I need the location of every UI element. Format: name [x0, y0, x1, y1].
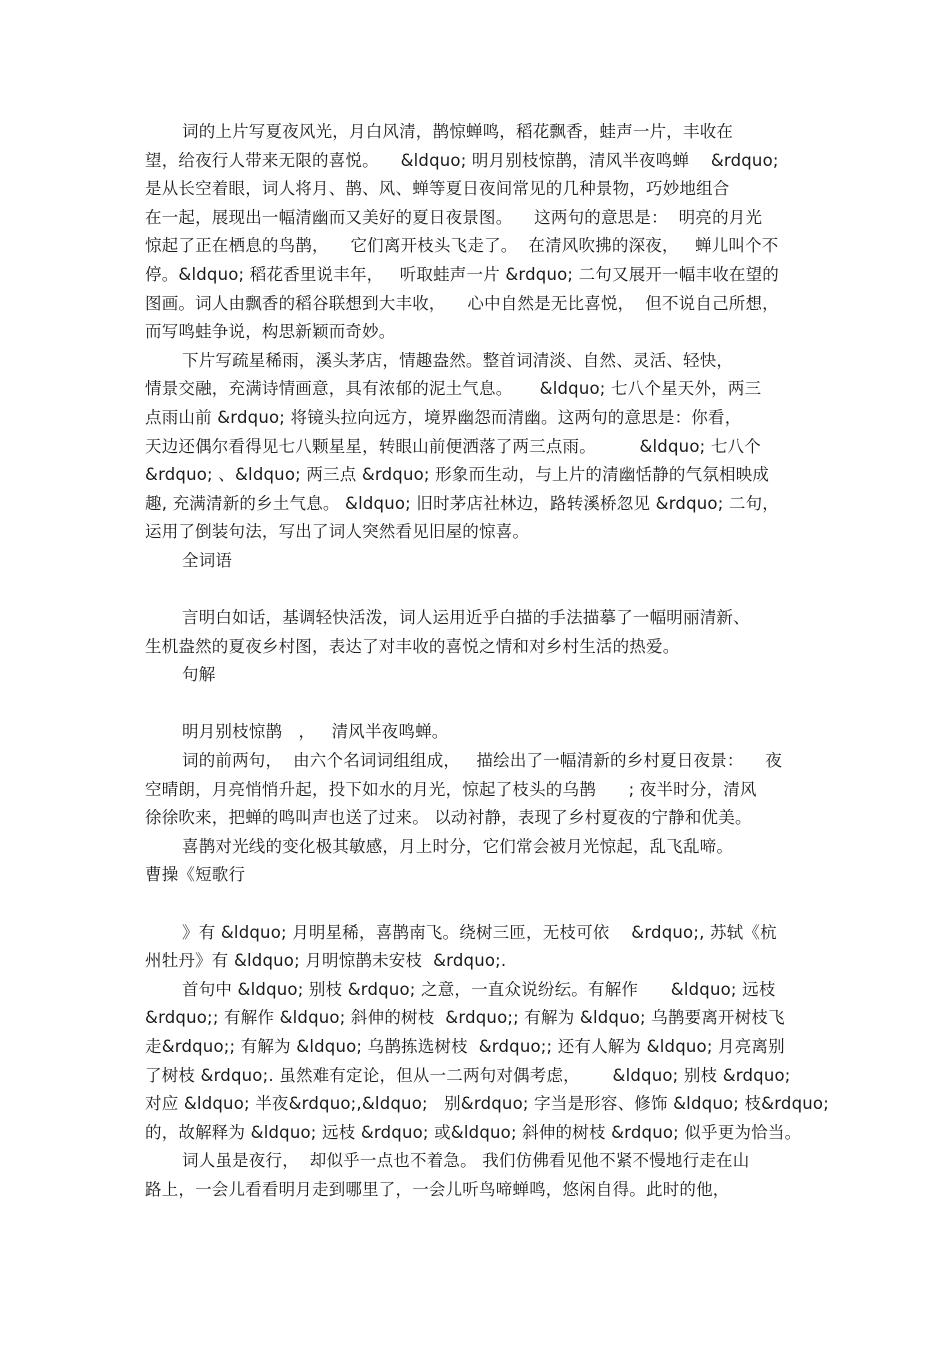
- text-line: 生机盎然的夏夜乡村图，表达了对丰收的喜悦之情和对乡村生活的热爱。: [145, 636, 680, 656]
- poem-line: 明月别枝惊鹊 ， 清风半夜鸣蝉。: [182, 722, 449, 742]
- text-line: 言明白如话，基调轻快活泼，词人运用近乎白描的手法描摹了一幅明丽清新、: [182, 608, 750, 628]
- text-line: 走&rdquo;; 有解为 &ldquo; 乌鹊拣选树枝 &rdquo;; 还有人解为 &ldquo; 月亮离别: [145, 1037, 785, 1056]
- text-line: 在一起，展现出一幅清幽而又美好的夏日夜景图。 这两句的意思是： 明亮的月光: [145, 207, 763, 227]
- text-line: 词人虽是夜行， 却似乎一点也不着急。 我们仿佛看见他不紧不慢地行走在山: [182, 1151, 750, 1171]
- text-line: 天边还偶尔看得见七八颗星星，转眼山前便洒落了两三点雨。 &ldquo; 七八个: [145, 436, 761, 456]
- text-line: &rdquo;; 有解作 &ldquo; 斜伸的树枝 &rdquo;; 有解为 &ldquo; 乌鹊要离开树枝飞: [145, 1008, 785, 1028]
- text-line: 词的前两句， 由六个名词词组组成， 描绘出了一幅清新的乡村夏日夜景： 夜: [182, 751, 783, 771]
- text-line: 而写鸣蛙争说，构思新颖而奇妙。: [145, 322, 396, 342]
- text-line: 路上，一会儿看看明月走到哪里了，一会儿听鸟啼蝉鸣，悠闲自得。此时的他，: [145, 1179, 730, 1199]
- text-line: 情景交融，充满诗情画意，具有浓郁的泥土气息。 &ldquo; 七八个星天外，两三: [145, 379, 762, 399]
- text-line: 了树枝 &rdquo;. 虽然难有定论，但从一二两句对偶考虑， &ldquo; 别枝 &rdquo;: [145, 1065, 791, 1085]
- text-line: 惊起了正在栖息的鸟鹊， 它们离开枝头飞走了。 在清风吹拂的深夜， 蝉儿叫个不: [145, 236, 779, 256]
- text-line: 图画。词人由飘香的稻谷联想到大丰收， 心中自然是无比喜悦， 但不说自己所想，: [145, 293, 779, 313]
- text-line: 》有 &ldquo; 月明星稀，喜鹊南飞。绕树三匝，无枝可依 &rdquo;, 苏轼《杭: [182, 922, 777, 942]
- text-line: 徐徐吹来，把蝉的鸣叫声也送了过来。 以动衬静，表现了乡村夏夜的宁静和优美。: [145, 808, 752, 828]
- text-line: 的，故解释为 &ldquo; 远枝 &rdquo; 或&ldquo; 斜伸的树枝 &rdquo; 似乎更为恰当。: [145, 1122, 802, 1142]
- text-line: 趣, 充满清新的乡土气息。 &ldquo; 旧时茅店社林边，路转溪桥忽见 &rdquo; 二句，: [145, 493, 779, 513]
- text-line: 下片写疏星稀雨，溪头茅店，情趣盎然。整首词清淡、自然、灵活、轻快，: [182, 350, 734, 370]
- text-line: 首句中 &ldquo; 别枝 &rdquo; 之意，一直众说纷纭。有解作 &ldquo; 远枝: [182, 979, 776, 999]
- section-heading: 句解: [182, 665, 216, 685]
- blank-line: [145, 576, 805, 605]
- section-heading: 全词语: [182, 550, 233, 570]
- text-line: 停。&ldquo; 稻花香里说丰年， 听取蛙声一片 &rdquo; 二句又展开一幅丰收在望的: [145, 264, 779, 284]
- text-line: 州牡丹》有 &ldquo; 月明惊鹊未安枝 &rdquo;.: [145, 951, 507, 971]
- text-line: 对应 &ldquo; 半夜&rdquo;,&ldquo; 别&rdquo; 字当是形容、修饰 &ldquo; 枝&rdquo;: [145, 1094, 829, 1114]
- document-body: [145, 118, 829, 1205]
- blank-line: [145, 690, 805, 719]
- text-line: 是从长空着眼，词人将月、鹊、风、蝉等夏日夜间常见的几种景物，巧妙地组合: [145, 179, 730, 199]
- text-line: 点雨山前 &rdquo; 将镜头拉向远方，境界幽怨而清幽。这两句的意思是：你看，: [145, 407, 742, 427]
- text-line: 曹操《短歌行: [145, 865, 246, 885]
- blank-line: [145, 890, 805, 919]
- text-line: 词的上片写夏夜风光，月白风清，鹊惊蝉鸣，稻花飘香，蛙声一片，丰收在: [182, 122, 734, 141]
- text-line: 空晴朗，月亮悄悄升起，投下如水的月光，惊起了枝头的乌鹊 ; 夜半时分，清风: [145, 779, 757, 799]
- text-line: 望，给夜行人带来无限的喜悦。 &ldquo; 明月别枝惊鹊，清风半夜鸣蝉 &rdquo;: [145, 150, 779, 170]
- text-line: &rdquo; 、&ldquo; 两三点 &rdquo; 形象而生动，与上片的清幽恬静的气氛相映成: [145, 465, 770, 485]
- text-line: 喜鹊对光线的变化极其敏感，月上时分，它们常会被月光惊起，乱飞乱啼。: [182, 836, 734, 856]
- text-line: 运用了倒装句法，写出了词人突然看见旧屋的惊喜。: [145, 522, 530, 542]
